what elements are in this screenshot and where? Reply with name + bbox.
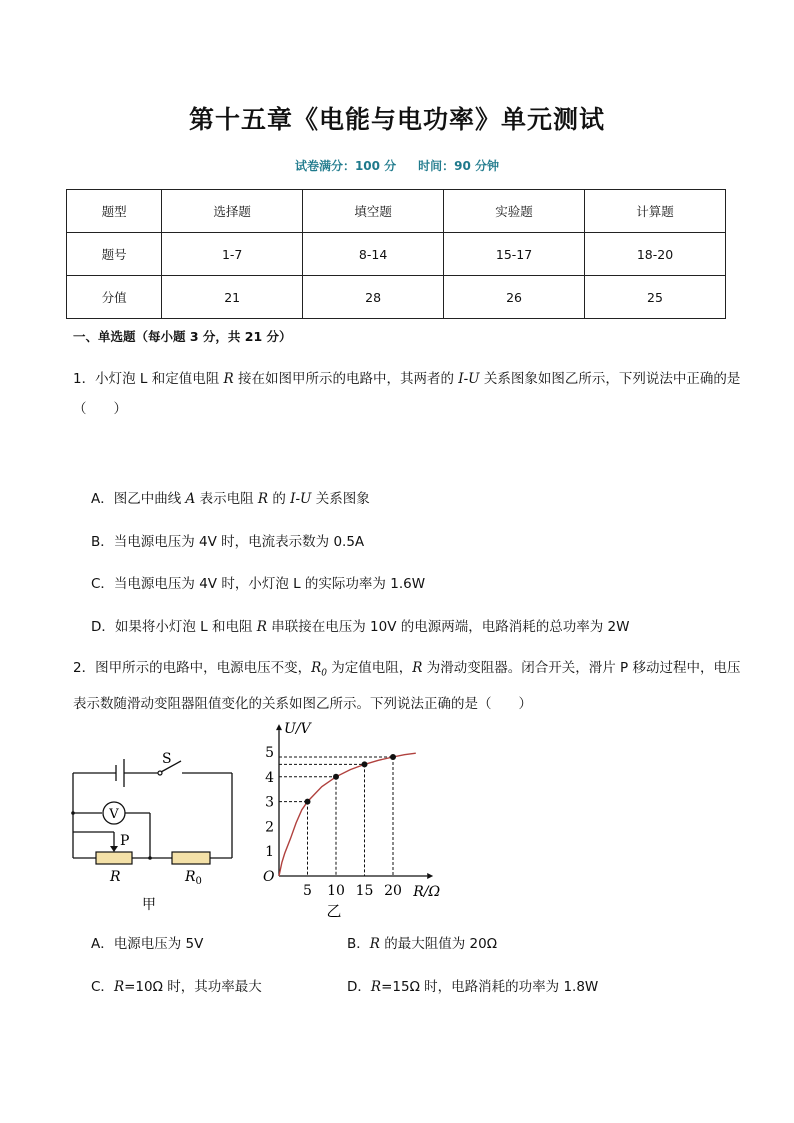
q1-option-b[interactable]: B．当电源电压为 4V 时，电流表示数为 0.5A <box>91 534 365 550</box>
table-row <box>67 276 726 319</box>
table-cell: 25 <box>585 276 726 319</box>
subscript: 0 <box>321 668 327 679</box>
circuit-diagram <box>60 745 260 915</box>
var-iu: I-U <box>290 491 312 507</box>
x-tick-label: 15 <box>355 883 374 899</box>
full-score: 试卷满分：100 分 <box>294 159 397 173</box>
stem-text: 关系图象如图乙所示，下列说法中正确的是（ ） <box>73 371 741 417</box>
option-text: B． <box>347 936 370 952</box>
y-tick-label: 1 <box>265 844 274 861</box>
u-r-curve <box>279 753 416 876</box>
x-tick-label: 20 <box>384 883 402 899</box>
x-tick-label: 10 <box>327 883 345 899</box>
x-axis-label: R/Ω <box>413 884 441 900</box>
rheostat-r-icon <box>96 852 132 864</box>
y-tick-label: 5 <box>265 745 274 761</box>
r0-symbol: R <box>185 869 196 885</box>
section-heading: 一、单选题（每小题 3 分，共 21 分） <box>73 329 292 344</box>
y-tick-label: 2 <box>265 819 274 836</box>
option-text: =15Ω 时，电路消耗的功率为 1.8W <box>381 979 599 995</box>
exam-info <box>0 157 794 174</box>
page-title: 第十五章《电能与电功率》单元测试 <box>188 105 605 134</box>
q1-option-c[interactable]: C．当电源电压为 4V 时，小灯泡 L 的实际功率为 1.6W <box>91 576 426 592</box>
stem-text: 接在如图甲所示的电路中，其两者的 <box>233 371 459 387</box>
table-cell: 分值 <box>67 276 162 319</box>
table-cell: 1-7 <box>162 233 303 276</box>
var-r: R <box>412 660 423 676</box>
x-axis-arrow-icon <box>427 873 433 879</box>
data-point <box>333 774 339 780</box>
y-tick-label: 4 <box>265 769 274 786</box>
question-number: 1． <box>73 371 96 387</box>
option-text: 关系图象 <box>311 491 370 507</box>
u-r-graph <box>255 722 455 917</box>
question-1-stem <box>73 364 743 424</box>
stem-text: 小灯泡 L 和定值电阻 <box>95 371 224 387</box>
table-row <box>67 233 726 276</box>
option-text: A．图乙中曲线 <box>91 491 186 507</box>
resistor-r0-icon <box>172 852 210 864</box>
origin-label: O <box>263 869 275 885</box>
slider-label: P <box>120 833 130 849</box>
table-cell: 15-17 <box>444 233 585 276</box>
r-label: R <box>110 869 121 885</box>
option-text: D． <box>347 979 371 995</box>
q2-option-c[interactable] <box>91 975 262 995</box>
stem-text: 为滑动变阻器。闭合开关，滑片 P 移动过程中，电压表示数随滑动变阻器阻值变化的关系如图乙所示。下列说法正确的是（ ） <box>73 660 741 712</box>
table-cell: 题型 <box>67 190 162 233</box>
exam-time: 时间：90 分钟 <box>418 159 500 173</box>
option-text: 的 <box>268 491 291 507</box>
q2-option-d[interactable] <box>347 975 598 995</box>
r0-label <box>184 869 202 887</box>
stem-text: 图甲所示的电路中，电源电压不变， <box>95 660 312 676</box>
var-r: R <box>370 979 382 995</box>
table-cell: 实验题 <box>444 190 585 233</box>
r0-subscript: 0 <box>195 876 202 887</box>
table-cell: 18-20 <box>585 233 726 276</box>
y-axis-label: U/V <box>284 722 311 738</box>
table-cell: 26 <box>444 276 585 319</box>
q2-option-a[interactable]: A．电源电压为 5V <box>91 936 204 952</box>
data-point <box>362 761 368 767</box>
var-r: R <box>113 979 125 995</box>
stem-text: 为定值电阻， <box>327 660 413 676</box>
table-cell: 21 <box>162 276 303 319</box>
y-tick-label: 3 <box>265 794 274 811</box>
q1-option-d[interactable] <box>91 615 629 635</box>
table-cell: 8-14 <box>303 233 444 276</box>
option-text: 串联接在电压为 10V 的电源两端，电路消耗的总功率为 2W <box>266 619 630 635</box>
table-cell: 28 <box>303 276 444 319</box>
question-2-stem <box>73 653 753 719</box>
graph-layer <box>263 722 440 917</box>
var-iu: I-U <box>458 371 480 387</box>
table-cell: 题号 <box>67 233 162 276</box>
q1-option-a[interactable] <box>91 487 370 507</box>
table-cell: 填空题 <box>303 190 444 233</box>
var-a: A <box>185 491 196 507</box>
data-point <box>305 799 311 805</box>
voltmeter-label: V <box>109 807 119 822</box>
switch-label: S <box>162 751 172 767</box>
score-table <box>66 189 726 319</box>
y-axis-arrow-icon <box>276 724 282 730</box>
x-tick-label: 5 <box>303 883 312 899</box>
slider-arrow-icon <box>110 846 118 852</box>
var-r: R <box>257 491 269 507</box>
question-number: 2． <box>73 660 96 676</box>
var-r0: R <box>311 660 322 676</box>
option-text: C． <box>91 979 114 995</box>
table-cell: 计算题 <box>585 190 726 233</box>
q2-option-b[interactable] <box>347 932 497 952</box>
option-text: 的最大阻值为 20Ω <box>379 936 498 952</box>
var-r: R <box>256 619 267 635</box>
var-r: R <box>369 936 380 952</box>
option-text: =10Ω 时，其功率最大 <box>124 979 262 995</box>
option-text: D．如果将小灯泡 L 和电阻 <box>91 619 257 635</box>
graph-caption: 乙 <box>326 902 342 917</box>
circuit-caption: 甲 <box>142 897 156 913</box>
option-text: 表示电阻 <box>195 491 258 507</box>
data-point <box>390 754 396 760</box>
table-row <box>67 190 726 233</box>
table-cell: 选择题 <box>162 190 303 233</box>
var-r: R <box>223 371 234 387</box>
